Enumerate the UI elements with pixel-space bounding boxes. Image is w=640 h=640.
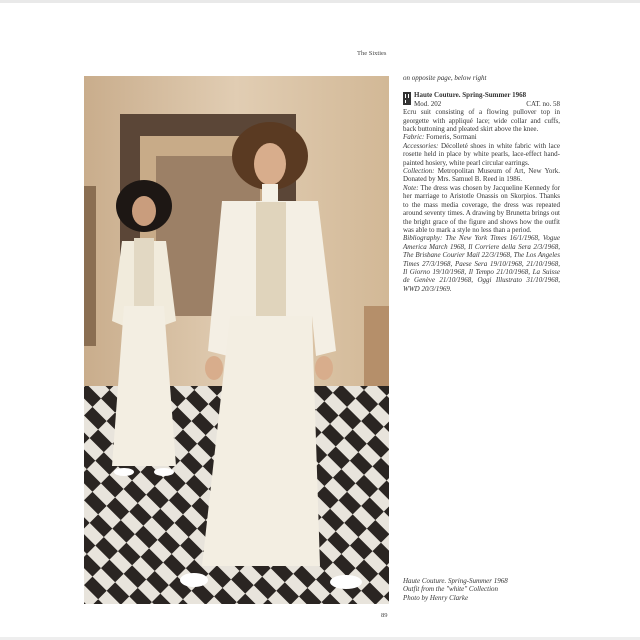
page-number: 89 xyxy=(381,612,388,619)
page-position-icon xyxy=(403,92,411,105)
bibliography-label: Bibliography: xyxy=(403,234,443,243)
model-number: Mod. 202 xyxy=(414,99,442,108)
note-label: Note: xyxy=(403,183,419,192)
entry-title: Haute Couture. Spring-Summer 1968 xyxy=(414,91,527,100)
caption-line-2: Outfit from the "white" Collection xyxy=(403,585,499,594)
description: Ecru suit consisting of a flowing pullover top in georgette with appliqué lace; wide collar and cuffs, back buttoning and pleated skirt above the knee. xyxy=(403,108,560,134)
accessories-label: Accessories: xyxy=(403,141,439,150)
running-head: The Sixties xyxy=(357,50,387,57)
fabric: Forneris, Sormani xyxy=(426,133,477,142)
collection: Metropolitan Museum of Art, New York. Donated by Mrs. Samuel B. Reed in 1986. xyxy=(403,167,561,184)
caption-line-1: Haute Couture. Spring-Summer 1968 xyxy=(403,577,508,585)
accessories: Décolleté shoes in white fabric with lace rosette held in place by white pearls, lace-effect hand-painted hosiery, white pearl circular earrings. xyxy=(403,141,561,167)
note: The dress was chosen by Jacqueline Kennedy for her marriage to Aristotle Onassis on Skorpios. Thanks to the mass media coverage, the dress was repeated around seventy times. A drawing by Brunetta brings out the bright grace of the figure and shows how the outfit was able to mark a style no less than a period. xyxy=(403,183,560,234)
reference-note: on opposite page, below right xyxy=(403,74,487,82)
fabric-label: Fabric: xyxy=(403,133,425,142)
photo-caption xyxy=(403,577,508,602)
collection-label: Collection: xyxy=(403,167,435,176)
bibliography: The New York Times 16/1/1968, Vogue America March 1968, Il Corriere della Sera 2/3/1968, The Brisbane Courier Mail 22/3/1968, The Los Angeles Times 27/3/1968, Paese Sera 19/10/1968, 21/10/1968, Il Giorno 19/10/1968, Il Tempo 21/10/1968, La Suisse de Genève 21/10/1968, Oggi Illustrato 31/10/1968, WWD 20/3/1969. xyxy=(403,234,560,293)
catalog-entry xyxy=(403,74,560,293)
catalog-number: CAT. no. 58 xyxy=(526,99,560,108)
caption-line-3: Photo by Henry Clarke xyxy=(403,593,469,602)
page-edge-top xyxy=(0,0,640,3)
fashion-photo xyxy=(84,76,389,604)
